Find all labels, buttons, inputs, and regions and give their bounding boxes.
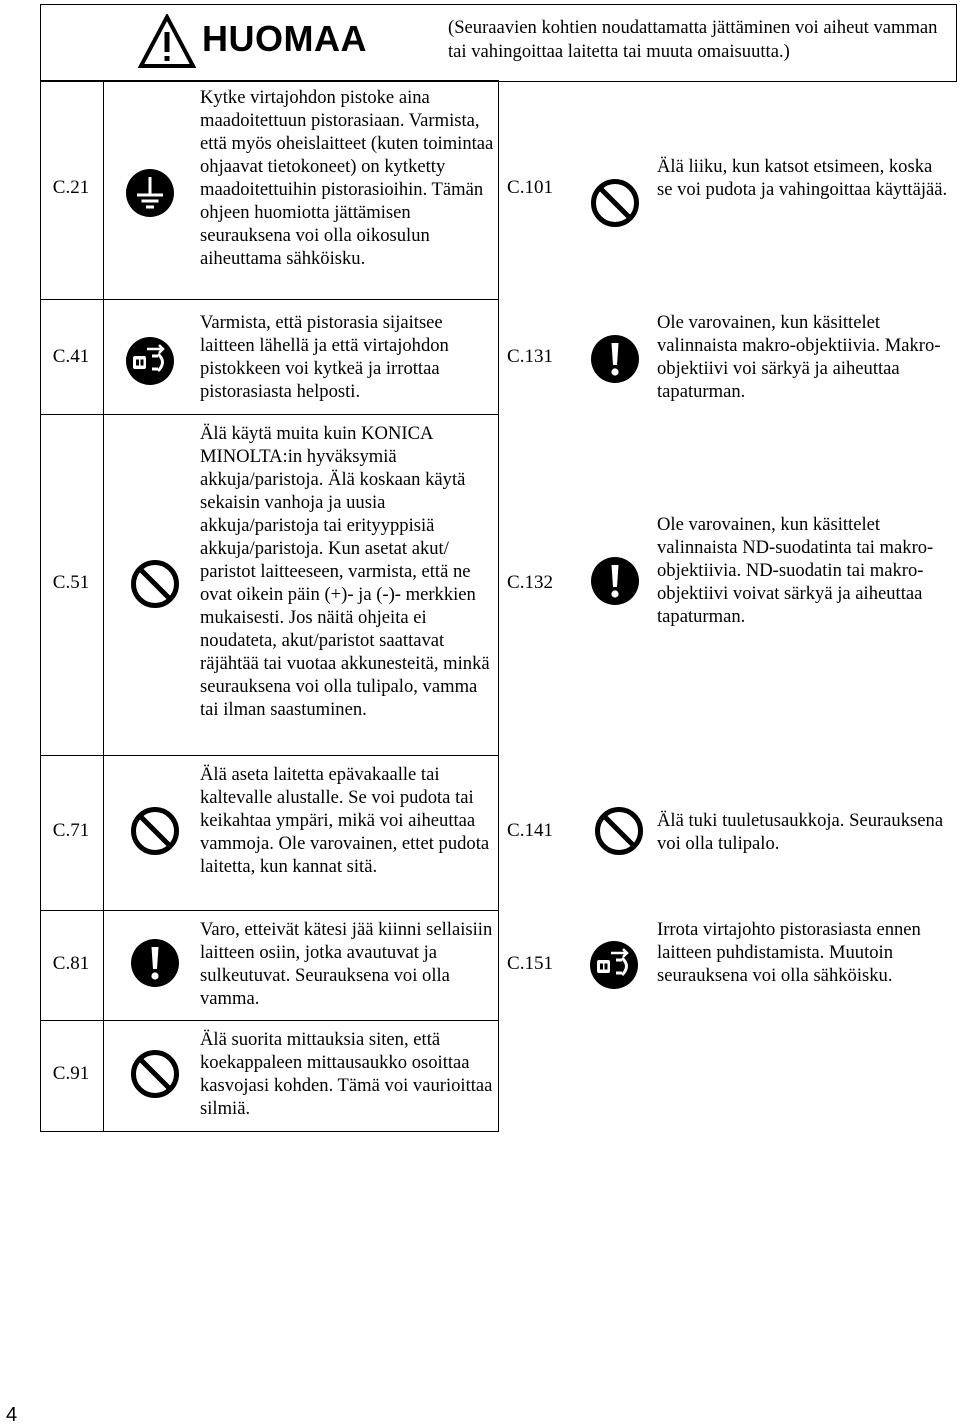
prohibition-icon [594, 806, 644, 856]
item-text: Ole varovainen, kun käsittelet valinnaista makro-objektiivia. Makro-objektiivi voi särkyä ja aiheuttaa tapaturman. [657, 312, 941, 402]
prohibition-icon [130, 1049, 180, 1099]
item-text: Irrota virtajohto pistorasiasta ennen laitteen puhdistamista. Muutoin seurauksena voi olla sähköisku. [657, 919, 921, 986]
item-text: Varmista, että pistorasia sijaitsee laitteen lähellä ja että virtajohdon pistokkeen voi kytkeä ja irrottaa pistorasiasta helposti. [200, 312, 449, 402]
item-code: C.91 [52, 1063, 90, 1084]
caution-note: (Seuraavien kohtien noudattamatta jättäminen voi aiheut vamman tai vahingoittaa laitetta tai muuta omaisuutta.) [448, 17, 938, 62]
item-code: C.21 [52, 177, 90, 198]
page-title: HUOMAA [202, 18, 367, 59]
item-text: Älä liiku, kun katsot etsimeen, koska se voi pudota ja vahingoittaa käyttäjää. [657, 156, 948, 200]
item-text: Ole varovainen, kun käsittelet valinnaista ND-suodatinta tai makro-objektiivia. ND-suodatin tai makro-objektiivi voivat särkyä ja aiheuttaa tapaturman. [657, 514, 934, 627]
exclamation-icon [590, 556, 640, 606]
left-code-divider [103, 80, 104, 1132]
item-text: Älä käytä muita kuin KONICA MINOLTA:in hyväksymiä akkuja/paristoja. Älä koskaan käytä sekaisin vanhoja ja uusia akkuja/paristoja tai erityyppisiä akkuja/paristoja. Kun asetat akut/ paristot laitteeseen, varmista, että ne ovat oikein päin (+)- ja (-)- merkkien mukaisesti. Jos näitä ohjeita ei noudateta, akut/paristot saattavat räjähtää tai vuotaa akkunesteitä, minkä seurauksena voi olla tulipalo, vamma tai ilman saastuminen. [200, 423, 490, 720]
prohibition-icon [590, 178, 640, 228]
item-code: C.151 [507, 953, 553, 974]
page-number: 4 [6, 1404, 18, 1426]
item-code: C.51 [52, 572, 90, 593]
item-code: C.101 [507, 177, 553, 198]
unplug-icon [589, 940, 639, 990]
exclamation-icon [590, 334, 640, 384]
unplug-icon [125, 336, 175, 386]
item-code: C.132 [507, 572, 553, 593]
prohibition-icon [130, 806, 180, 856]
prohibition-icon [130, 559, 180, 609]
item-code: C.131 [507, 346, 553, 367]
item-text: Varo, etteivät kätesi jää kiinni sellaisiin laitteen osiin, jotka avautuvat ja sulkeutuvat. Seurauksena voi olla vamma. [200, 919, 493, 1009]
item-text: Älä tuki tuuletusaukkoja. Seurauksena voi olla tulipalo. [657, 810, 944, 854]
ground-icon [125, 168, 175, 218]
item-code: C.141 [507, 820, 553, 841]
item-code: C.81 [52, 953, 90, 974]
header-frame [40, 4, 957, 82]
item-text: Älä aseta laitetta epävakaalle tai kaltevalle alustalle. Se voi pudota tai keikahtaa ympäri, mikä voi aiheuttaa vammoja. Ole varovainen, ettet pudota laitetta, kun kannat sitä. [200, 764, 490, 877]
item-code: C.41 [52, 346, 90, 367]
item-code: C.71 [52, 820, 90, 841]
item-text: Kytke virtajohdon pistoke aina maadoitettuun pistorasiaan. Varmista, että myös oheislaitteet (kuten toimintaa ohjaavat tietokoneet) on kytketty maadoitettuihin pistorasioihin. Tämän ohjeen huomiotta jättämisen seurauksena voi olla oikosulun aiheuttama sähköisku. [200, 87, 494, 269]
exclamation-icon [130, 938, 180, 988]
item-text: Älä suorita mittauksia siten, että koekappaleen mittausaukko osoittaa kasvojasi kohden. Tämä voi vaurioittaa silmiä. [200, 1029, 493, 1119]
